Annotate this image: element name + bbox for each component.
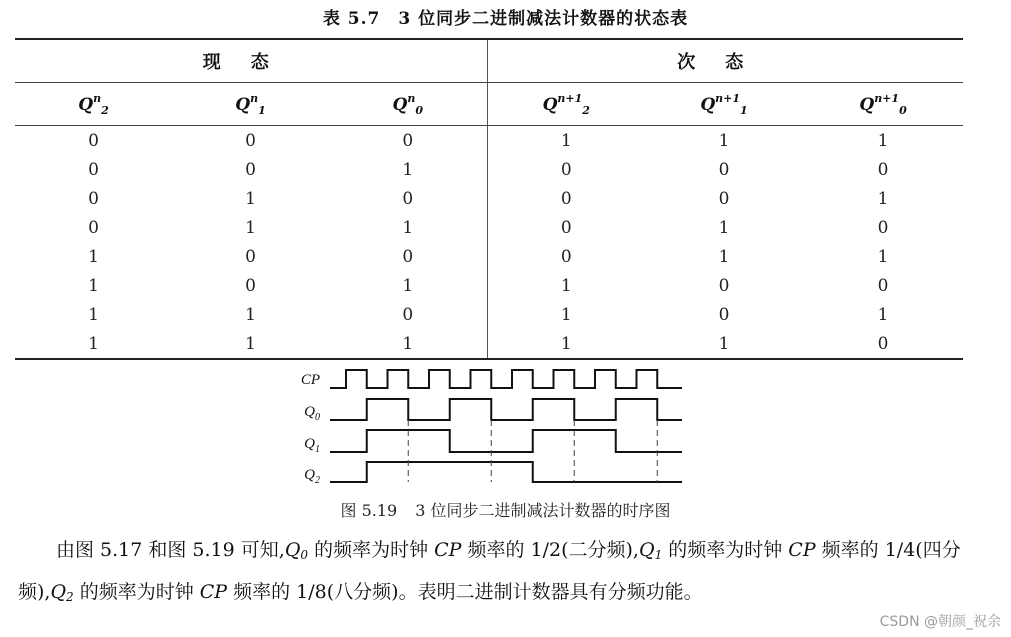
text-segment: 的频率为时钟 (73, 581, 200, 603)
table-cell: 1 (88, 246, 99, 267)
table-cell: 0 (487, 184, 645, 213)
table-cell: 1 (877, 188, 889, 209)
table-row (15, 242, 963, 271)
signal-label: $Q_2$ (304, 467, 320, 486)
table-cell: 0 (245, 275, 256, 296)
q1-waveform (330, 430, 682, 452)
state-table (15, 38, 963, 360)
cp-symbol: CP (788, 539, 816, 561)
table-cell: 1 (645, 329, 803, 359)
q0-waveform (330, 399, 682, 420)
table-cell: 1 (487, 126, 645, 156)
q1-symbol: $Q_1$ (638, 539, 663, 562)
watermark: CSDN @朝颜_祝余 (879, 614, 1001, 630)
group-header-row (15, 39, 963, 83)
table-row (15, 213, 963, 242)
table-cell: 0 (487, 242, 645, 271)
signal-label: $Q_1$ (304, 436, 320, 455)
table-cell: 1 (245, 188, 256, 209)
table-row (15, 155, 963, 184)
next-state-header: 次态 (487, 39, 963, 83)
table-cell: 0 (245, 130, 256, 151)
table-cell: 1 (718, 217, 730, 238)
cp-symbol: CP (199, 581, 228, 603)
table-cell: 0 (402, 188, 414, 209)
cp-symbol: CP (434, 539, 462, 561)
table-cell: 0 (88, 130, 99, 151)
q2-symbol: $Q_2$ (50, 581, 74, 604)
body-paragraph (18, 532, 973, 616)
figure-caption-number: 图 5.19 (340, 501, 398, 520)
signal-label: $Q_0$ (304, 404, 320, 423)
table-cell: 1 (877, 246, 889, 267)
column-header: $Q^n_1$ (172, 83, 329, 126)
table-cell: 0 (88, 217, 99, 238)
table-cell: 1 (487, 300, 645, 329)
table-cell: 1 (402, 159, 414, 180)
table-cell: 0 (88, 188, 99, 209)
table-cell: 0 (718, 304, 730, 325)
table-row (15, 126, 963, 156)
figure-caption-text: 3 位同步二进制减法计数器的时序图 (415, 501, 671, 520)
table-cell: 0 (877, 275, 889, 296)
table-cell: 0 (718, 159, 730, 180)
table-cell: 1 (718, 130, 730, 151)
table-cell: 0 (245, 246, 256, 267)
table-cell: 0 (718, 188, 730, 209)
cp-waveform (330, 370, 682, 388)
table-cell: 0 (803, 329, 963, 359)
q2-waveform (330, 462, 682, 482)
figure-caption (0, 498, 1011, 521)
table-cell: 0 (877, 159, 889, 180)
table-cell: 0 (877, 217, 889, 238)
table-cell: 1 (88, 304, 99, 325)
column-header: $Q^{n+1}_0$ (803, 83, 963, 126)
table-cell: 0 (245, 159, 256, 180)
variable-header-row (15, 83, 963, 126)
table-cell: 0 (402, 304, 414, 325)
text-segment: 的频率为时钟 (308, 539, 435, 561)
column-header: $Q^n_2$ (15, 83, 172, 126)
text-segment: 的频率为时钟 (662, 539, 789, 561)
table-cell: 1 (487, 271, 645, 300)
table-cell: 1 (329, 329, 487, 359)
table-cell: 1 (402, 275, 414, 296)
table-row (15, 300, 963, 329)
table-cell: 1 (718, 246, 730, 267)
text-segment: 频率的 1/4(四分频), (18, 539, 961, 603)
table-cell: 1 (245, 217, 256, 238)
table-title: 表 5.7 3 位同步二进制减法计数器的状态表 (322, 9, 689, 29)
text-segment: 频率的 1/2(二分频), (461, 539, 639, 561)
table-body (15, 126, 963, 360)
table-cell: 0 (402, 130, 414, 151)
column-header: $Q^{n+1}_1$ (645, 83, 803, 126)
table-cell: 1 (487, 329, 645, 359)
table-cell: 1 (15, 329, 172, 359)
text-segment: 频率的 1/8(八分频)。表明二进制计数器具有分频功能。 (227, 581, 703, 603)
column-header: $Q^{n+1}_2$ (487, 83, 645, 126)
table-cell: 1 (877, 130, 889, 151)
table-cell: 0 (487, 155, 645, 184)
timing-diagram (290, 362, 690, 492)
text-segment: 由图 5.17 和图 5.19 可知, (56, 539, 285, 561)
table-row (15, 329, 963, 359)
table-row (15, 271, 963, 300)
table-cell: 1 (172, 329, 329, 359)
table-cell: 1 (877, 304, 889, 325)
table-cell: 1 (402, 217, 414, 238)
table-cell: 1 (88, 275, 99, 296)
paragraph-text (18, 532, 973, 616)
present-state-header: 现态 (15, 39, 487, 83)
table-cell: 0 (88, 159, 99, 180)
column-header: $Q^n_0$ (329, 83, 487, 126)
signal-label: CP (300, 372, 320, 388)
table-cell: 0 (487, 213, 645, 242)
table-row (15, 184, 963, 213)
q0-symbol: $Q_0$ (284, 539, 309, 562)
table-cell: 1 (245, 304, 256, 325)
table-cell: 0 (718, 275, 730, 296)
table-cell: 0 (402, 246, 414, 267)
